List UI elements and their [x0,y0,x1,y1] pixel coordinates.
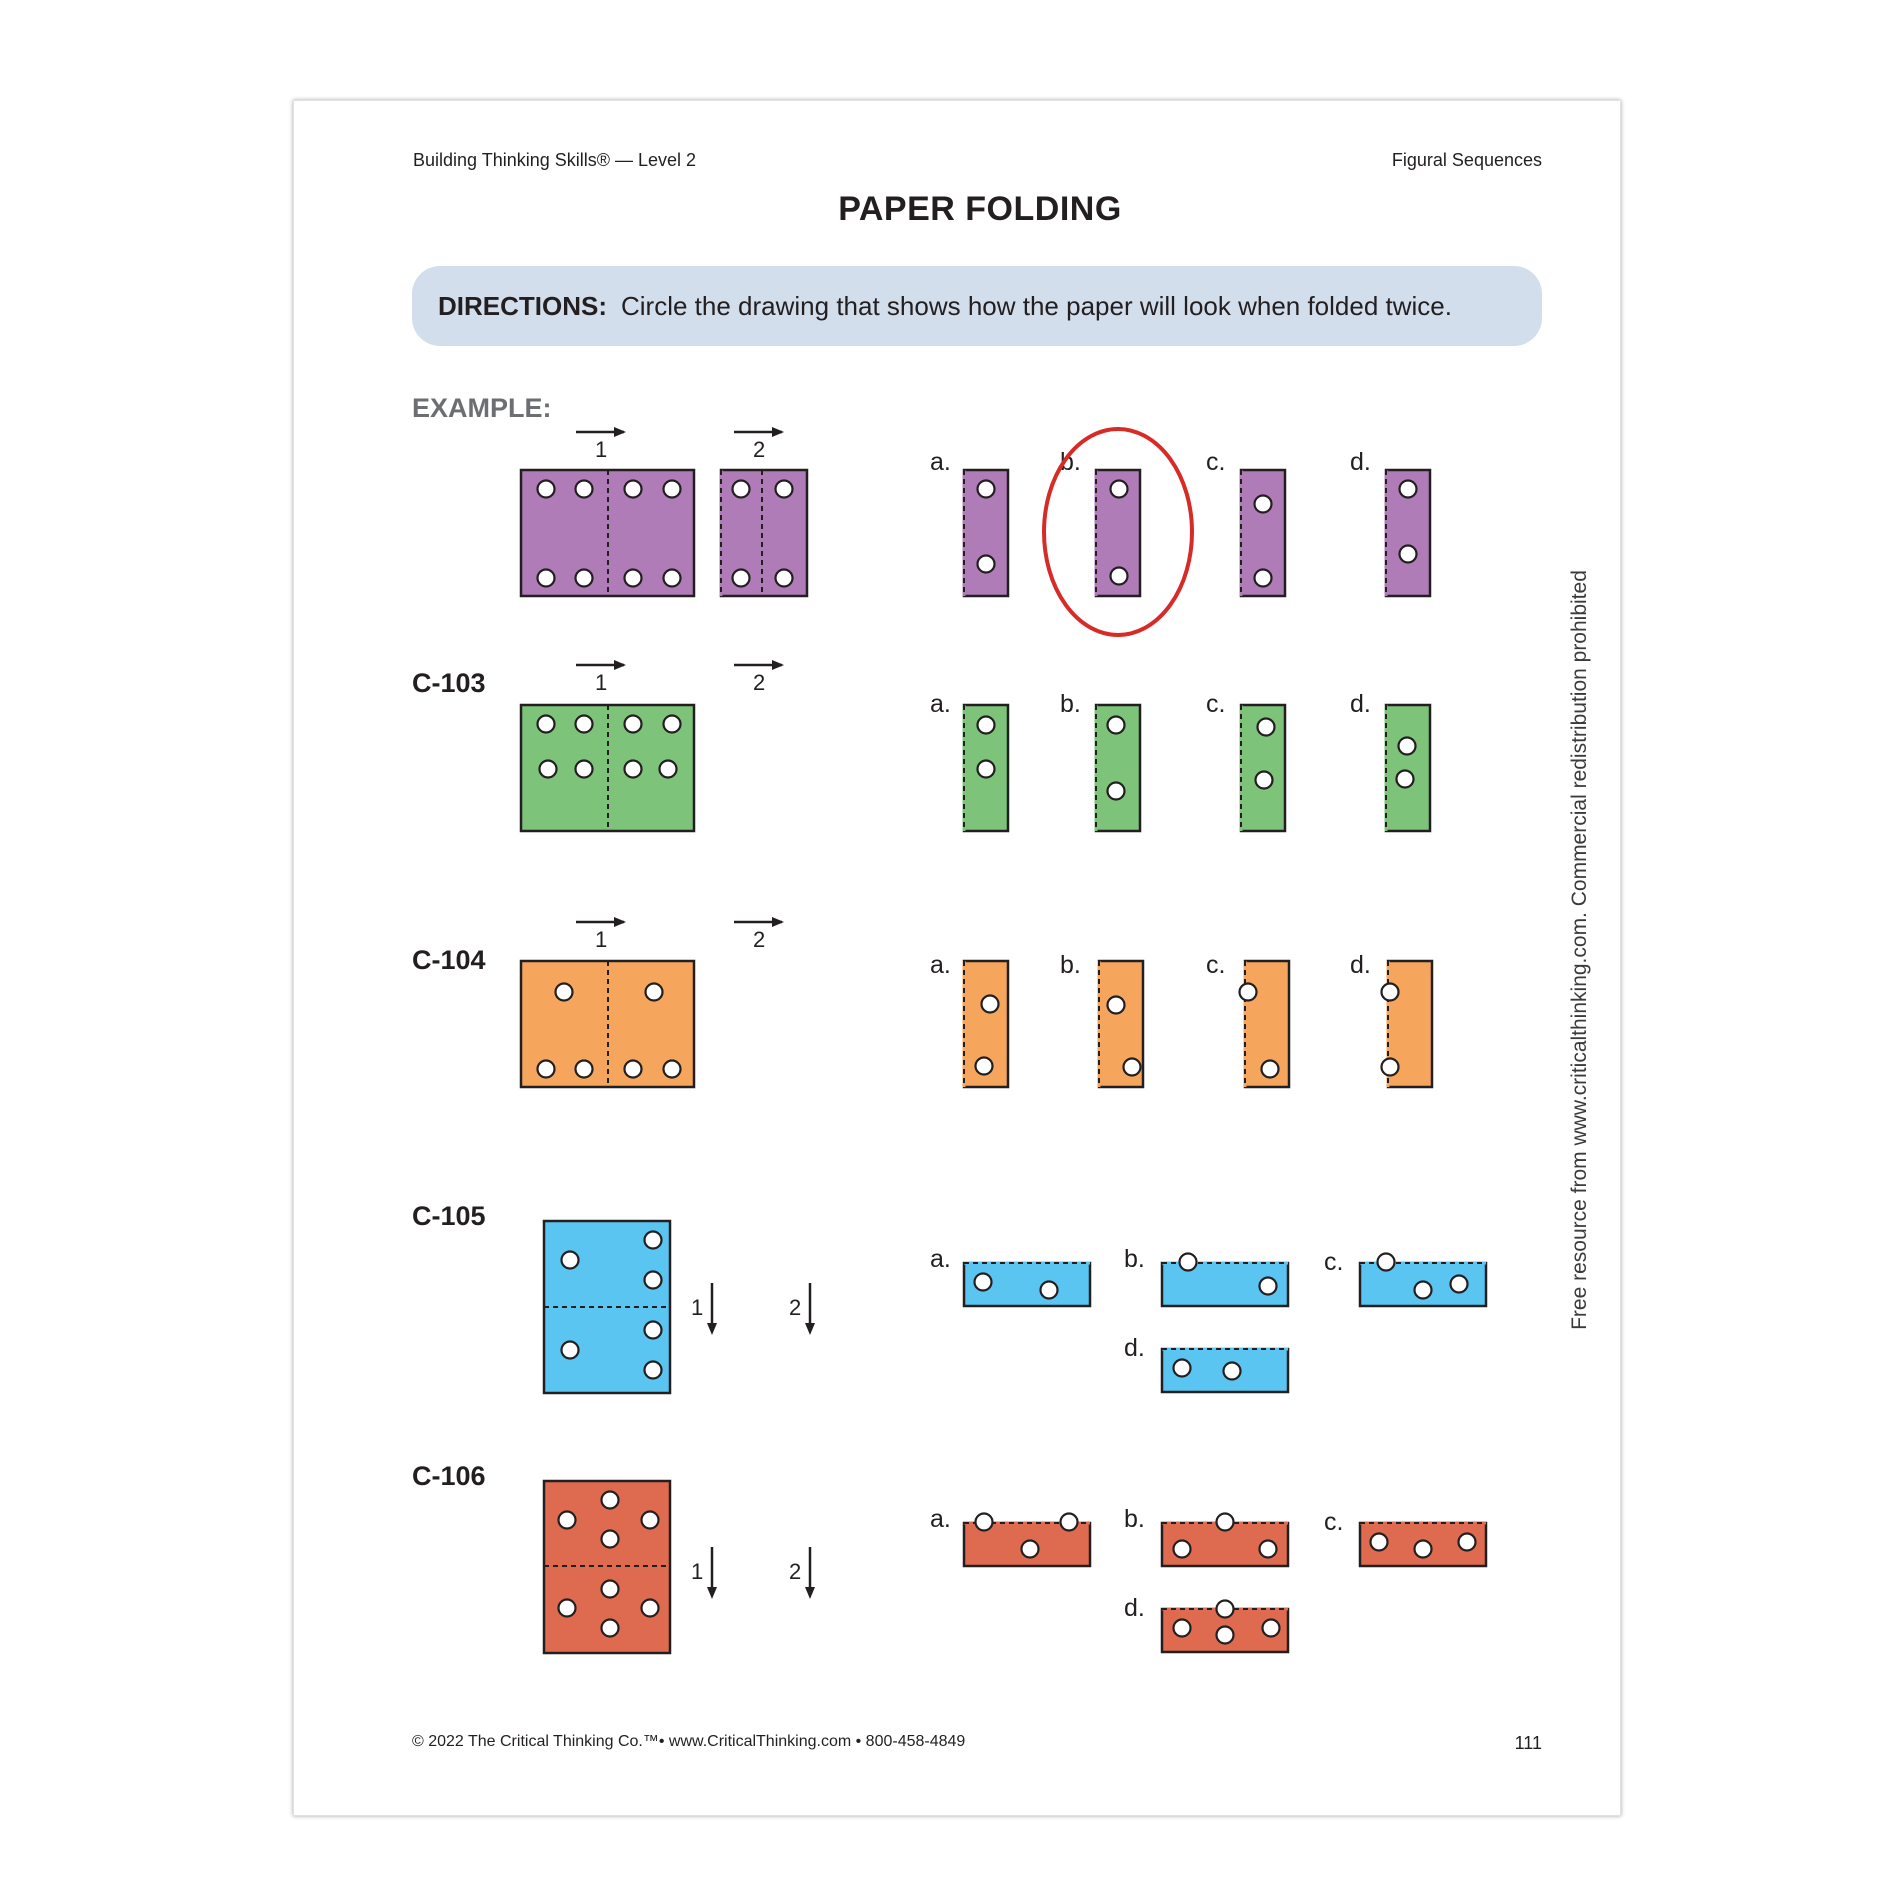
c106-option-2-hole [1459,1534,1476,1551]
c105-option-0-hole [1041,1282,1058,1299]
example-folded-once-hole [776,570,793,587]
c103-original-hole [540,761,557,778]
c104-original-hole [538,1061,555,1078]
c105-option-1-hole [1260,1278,1277,1295]
c103-option-3-hole [1397,771,1414,788]
fold-step-label: 1 [595,927,608,952]
example-folded-once-hole [733,570,750,587]
fold-arrow-head [805,1323,815,1335]
c105-option-2-hole [1415,1282,1432,1299]
option-letter: d. [1350,448,1371,476]
fold-step-label: 2 [753,927,766,952]
problem-label-c105: C-105 [412,1201,486,1231]
c105-original-hole [562,1252,579,1269]
option-letter: a. [930,1245,951,1273]
c104-option-0-hole [976,1058,993,1075]
c103-option-1-hole [1108,717,1125,734]
example-option-3-hole [1400,481,1417,498]
example-folded-once-hole [733,481,750,498]
c106-option-3-hole [1263,1620,1280,1637]
c106-original-hole [602,1620,619,1637]
c103-original-hole [576,716,593,733]
c105-original-hole [645,1232,662,1249]
c103-option-3-hole [1399,738,1416,755]
c105-option-1-hole [1180,1254,1197,1271]
option-letter: b. [1060,951,1081,979]
fold-step-label: 1 [595,670,608,695]
c104-original-hole [664,1061,681,1078]
fold-step-label: 2 [789,1559,802,1584]
c105-option-2-hole [1378,1254,1395,1271]
example-option-1-hole [1111,481,1128,498]
c103-option-2-hole [1258,719,1275,736]
option-letter: a. [930,690,951,718]
fold-arrow-head [614,427,626,437]
option-letter: c. [1206,448,1226,476]
c106-option-0-hole [976,1514,993,1531]
fold-arrow-head [772,427,784,437]
c104-original-hole [556,984,573,1001]
fold-arrow-head [614,660,626,670]
fold-arrow-head [707,1587,717,1599]
c106-option-1-hole [1217,1514,1234,1531]
c106-original-hole [602,1531,619,1548]
sidebar-notice: Free resource from www.criticalthinking.com. Commercial redistribution prohibited [1568,570,1591,1330]
example-option-2-hole [1255,570,1272,587]
example-option-0-hole [978,481,995,498]
c105-original-hole [562,1342,579,1359]
c105-original-hole [645,1272,662,1289]
c106-option-3-hole [1174,1620,1191,1637]
c103-original-hole [625,716,642,733]
example-original-hole [664,481,681,498]
option-letter: c. [1206,690,1226,718]
c103-option-1-hole [1108,783,1125,800]
option-letter: d. [1350,690,1371,718]
page-title: PAPER FOLDING [838,190,1122,228]
example-original-hole [664,570,681,587]
option-letter: b. [1124,1245,1145,1273]
example-original-hole [538,481,555,498]
example-option-1-hole [1111,568,1128,585]
c103-option-3 [1386,705,1430,831]
c105-original-hole [645,1362,662,1379]
c105-option-0-hole [975,1274,992,1291]
c106-original-hole [559,1600,576,1617]
c103-option-0-hole [978,761,995,778]
option-letter: a. [930,951,951,979]
example-option-0-hole [978,556,995,573]
problem-label-c106: C-106 [412,1461,486,1491]
header-section-title: Figural Sequences [1391,150,1542,170]
c103-original-hole [625,761,642,778]
c104-option-1-hole [1108,997,1125,1014]
example-folded-once-hole [776,481,793,498]
c106-option-1-hole [1174,1541,1191,1558]
fold-arrow-head [614,917,626,927]
c105-option-2-hole [1451,1276,1468,1293]
c104-option-2-hole [1262,1061,1279,1078]
c104-option-3-hole [1382,984,1399,1001]
c103-original-hole [576,761,593,778]
c106-original-hole [642,1600,659,1617]
example-original-hole [625,481,642,498]
example-original-hole [625,570,642,587]
c105-option-3-hole [1224,1363,1241,1380]
fold-step-label: 1 [595,437,608,462]
option-letter: d. [1124,1594,1145,1622]
c104-original-hole [646,984,663,1001]
example-option-2-hole [1255,496,1272,513]
option-letter: d. [1350,951,1371,979]
fold-step-label: 2 [789,1295,802,1320]
option-letter: c. [1324,1248,1344,1276]
option-letter: b. [1060,690,1081,718]
fold-step-label: 1 [691,1559,704,1584]
header-book-title: Building Thinking Skills® — Level 2 [413,150,697,170]
c106-original-hole [602,1492,619,1509]
fold-step-label: 2 [753,670,766,695]
option-letter: c. [1324,1508,1344,1536]
c103-option-0-hole [978,717,995,734]
c104-original-hole [625,1061,642,1078]
problem-label-c104: C-104 [412,945,486,975]
example-original-hole [538,570,555,587]
directions-text: Circle the drawing that shows how the paper will look when folded twice. [621,290,1452,321]
c106-option-0-hole [1022,1541,1039,1558]
c103-original-hole [538,716,555,733]
c104-option-2-hole [1240,984,1257,1001]
c103-option-2-hole [1256,772,1273,789]
fold-arrow-head [805,1587,815,1599]
problem-label-c103: C-103 [412,668,486,698]
c103-original-hole [660,761,677,778]
c105-original-hole [645,1322,662,1339]
c103-original-hole [664,716,681,733]
c104-option-1-hole [1124,1059,1141,1076]
c105-option-3-hole [1174,1360,1191,1377]
c106-original-hole [602,1581,619,1598]
fold-arrow-head [772,660,784,670]
footer-copyright: © 2022 The Critical Thinking Co.™• www.CriticalThinking.com • 800-458-4849 [412,1733,966,1750]
c106-option-3-hole [1217,1601,1234,1618]
c106-option-0-hole [1061,1514,1078,1531]
c106-option-3-hole [1217,1627,1234,1644]
page-number: 111 [1514,1733,1542,1753]
option-letter: b. [1060,448,1081,476]
option-letter: d. [1124,1334,1145,1362]
example-original-hole [576,481,593,498]
directions-label: DIRECTIONS: [438,290,607,321]
fold-step-label: 1 [691,1295,704,1320]
c106-original-hole [559,1512,576,1529]
option-letter: a. [930,1505,951,1533]
c106-original-hole [642,1512,659,1529]
fold-arrow-head [707,1323,717,1335]
c106-option-1-hole [1260,1541,1277,1558]
c104-original-hole [576,1061,593,1078]
c106-option-2-hole [1415,1541,1432,1558]
fold-arrow-head [772,917,784,927]
example-original-hole [576,570,593,587]
option-letter: b. [1124,1505,1145,1533]
example-option-3-hole [1400,546,1417,563]
c104-option-3-hole [1382,1059,1399,1076]
c104-option-0-hole [982,996,999,1013]
example-label: EXAMPLE: [412,393,552,423]
option-letter: a. [930,448,951,476]
option-letter: c. [1206,951,1226,979]
c106-option-2-hole [1371,1534,1388,1551]
fold-step-label: 2 [753,437,766,462]
